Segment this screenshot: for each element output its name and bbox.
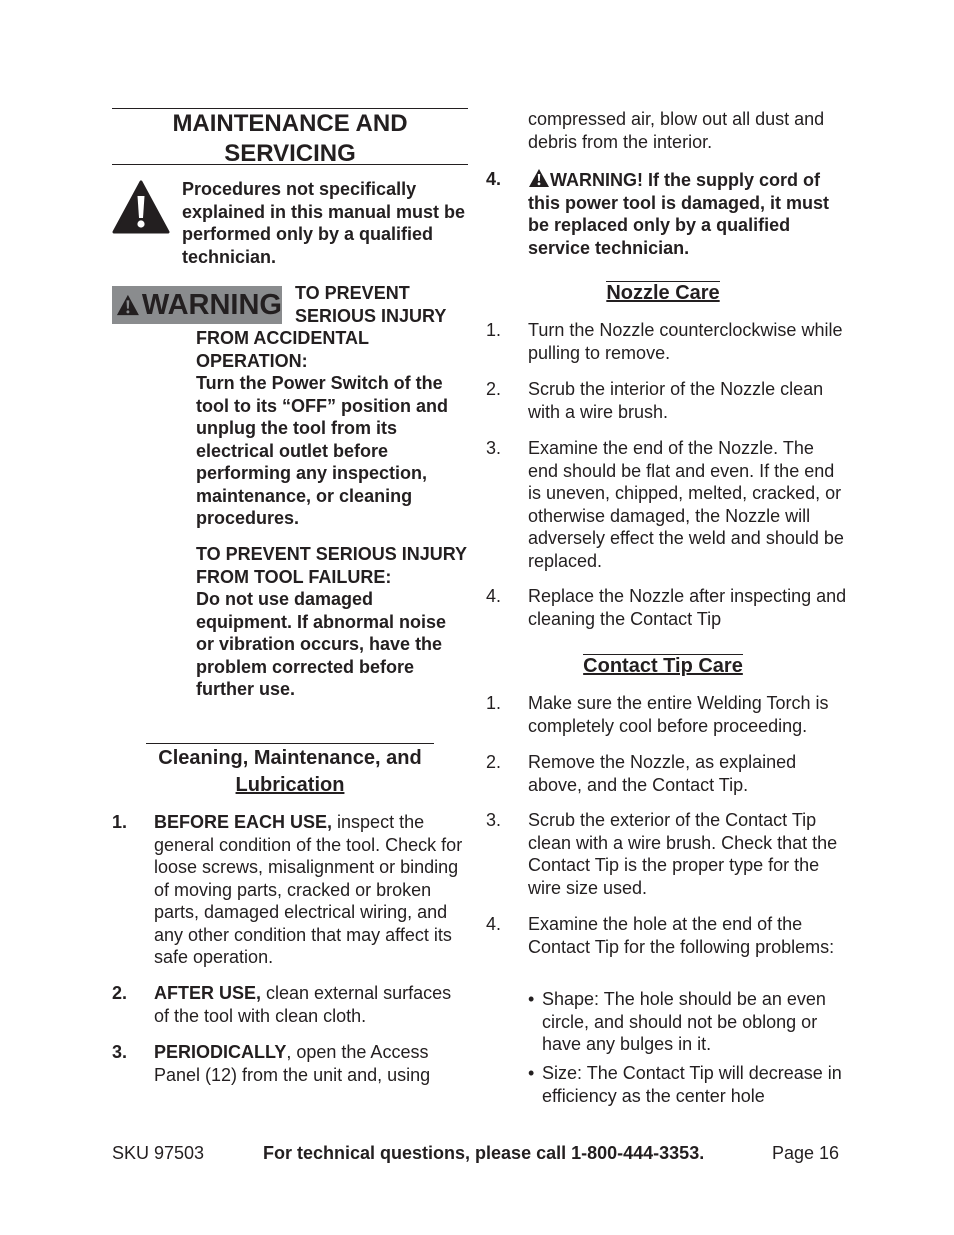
list-item-body: , open the Access Panel (12) from the unit and, using (154, 1042, 431, 1085)
list-item-text: Scrub the exterior of the Contact Tip clean with a wire brush. Check that the Contact Tip is the proper type for the wire size used. (528, 810, 838, 898)
warning1-text: Turn the Power Switch of the tool to its “OFF” position and unplug the tool from its electrical outlet before performing any inspection, maintenance, or cleaning procedures. (196, 373, 448, 528)
list-item-lead: PERIODICALLY (154, 1042, 287, 1062)
list-item-text: Examine the hole at the end of the Contact Tip for the following problems: (528, 914, 835, 957)
warning1-body (196, 327, 468, 530)
caution-text: Procedures not specifically explained in this manual must be performed only by a qualified technician. (182, 179, 466, 267)
bullet-text: Size: The Contact Tip will decrease in efficiency as the center hole (542, 1063, 842, 1106)
footer-help-line: For technical questions, please call 1-800-444-3353. (263, 1143, 705, 1163)
list-item-body: clean external surfaces of the tool with clean cloth. (154, 983, 452, 1026)
list-item-text: Make sure the entire Welding Torch is completely cool before proceeding. (528, 693, 829, 736)
list-item-text (154, 1041, 468, 1086)
list-item-number: 1. (486, 320, 502, 340)
list-item-text: Replace the Nozzle after inspecting and cleaning the Contact Tip (528, 586, 847, 629)
warning-label: WARNING (141, 289, 282, 321)
contact-tip-care-heading (528, 653, 798, 680)
list-item-body: If the supply cord of this power tool is damaged, it must be replaced only by a qualified service technician. (528, 170, 830, 258)
list-item-number: 3. (112, 1042, 128, 1062)
list-item-number: 3. (486, 438, 502, 458)
list-item-text (154, 811, 468, 969)
list-item-number: 1. (112, 812, 128, 832)
caution-triangle-icon (112, 180, 170, 234)
nozzle-care-heading (528, 280, 798, 307)
cleaning-heading-line2: Lubrication (235, 774, 345, 796)
bullet-dot: • (528, 1063, 535, 1083)
list-item-number: 1. (486, 693, 502, 713)
nozzle-care-title: Nozzle Care (606, 282, 720, 304)
warning2-text: Do not use damaged equipment. If abnormal noise or vibration occurs, have the problem corrected before further use. (196, 589, 447, 699)
list-item-number: 4. (486, 586, 502, 606)
bullet-dot: • (528, 989, 535, 1009)
list-item-number: 2. (486, 379, 502, 399)
cleaning-heading (112, 743, 468, 799)
section-title-text: MAINTENANCE AND SERVICING (172, 110, 408, 167)
footer-page-number: Page 16 (772, 1143, 840, 1163)
item3-continued: compressed air, blow out all dust and debris from the interior. (528, 109, 825, 152)
list-item-lead: AFTER USE, (154, 983, 262, 1003)
list-item-number: 2. (486, 752, 502, 772)
list-item-lead: BEFORE EACH USE, (154, 812, 333, 832)
list-item-text (154, 982, 468, 1027)
list-item-body: inspect the general condition of the tool. Check for loose screws, misalignment or binding of moving parts, cracked or broken parts, damaged electrical wiring, and any other condition that may affect its safe operation. (154, 812, 463, 967)
bullet-text: Shape: The hole should be an even circle, and should not be oblong or have any bulges in it. (542, 989, 826, 1054)
warning-word: WARNING! (550, 170, 643, 190)
contact-tip-care-title: Contact Tip Care (583, 655, 743, 677)
warning2-heading: TO PREVENT SERIOUS INJURY FROM TOOL FAILURE: (196, 544, 467, 587)
list-item-text: Remove the Nozzle, as explained above, and the Contact Tip. (528, 752, 797, 795)
warning1-heading-cont: FROM ACCIDENTAL OPERATION: (196, 328, 369, 371)
warning-triangle-icon (528, 168, 550, 188)
list-item-number: 4. (486, 914, 502, 934)
list-item-number: 3. (486, 810, 502, 830)
list-item-text (528, 168, 848, 259)
list-item-text: Examine the end of the Nozzle. The end should be flat and even. If the end is uneven, chipped, melted, cracked, or otherwise damaged, the Nozzle will adversely effect the weld and should be replaced. (528, 438, 844, 571)
section-title (112, 108, 468, 165)
list-item-number: 2. (112, 983, 128, 1003)
cleaning-heading-line1: Cleaning, Maintenance, and (146, 743, 434, 772)
list-item-number: 4. (486, 169, 502, 189)
warning-badge (112, 286, 282, 324)
list-item-text: Turn the Nozzle counterclockwise while pulling to remove. (528, 320, 843, 363)
footer-sku: SKU 97503 (112, 1143, 205, 1163)
warning-triangle-icon (116, 293, 140, 317)
warning2-body (196, 543, 468, 701)
list-item-text: Scrub the interior of the Nozzle clean with a wire brush. (528, 379, 824, 422)
warning1-heading: TO PREVENT SERIOUS INJURY (295, 283, 447, 326)
